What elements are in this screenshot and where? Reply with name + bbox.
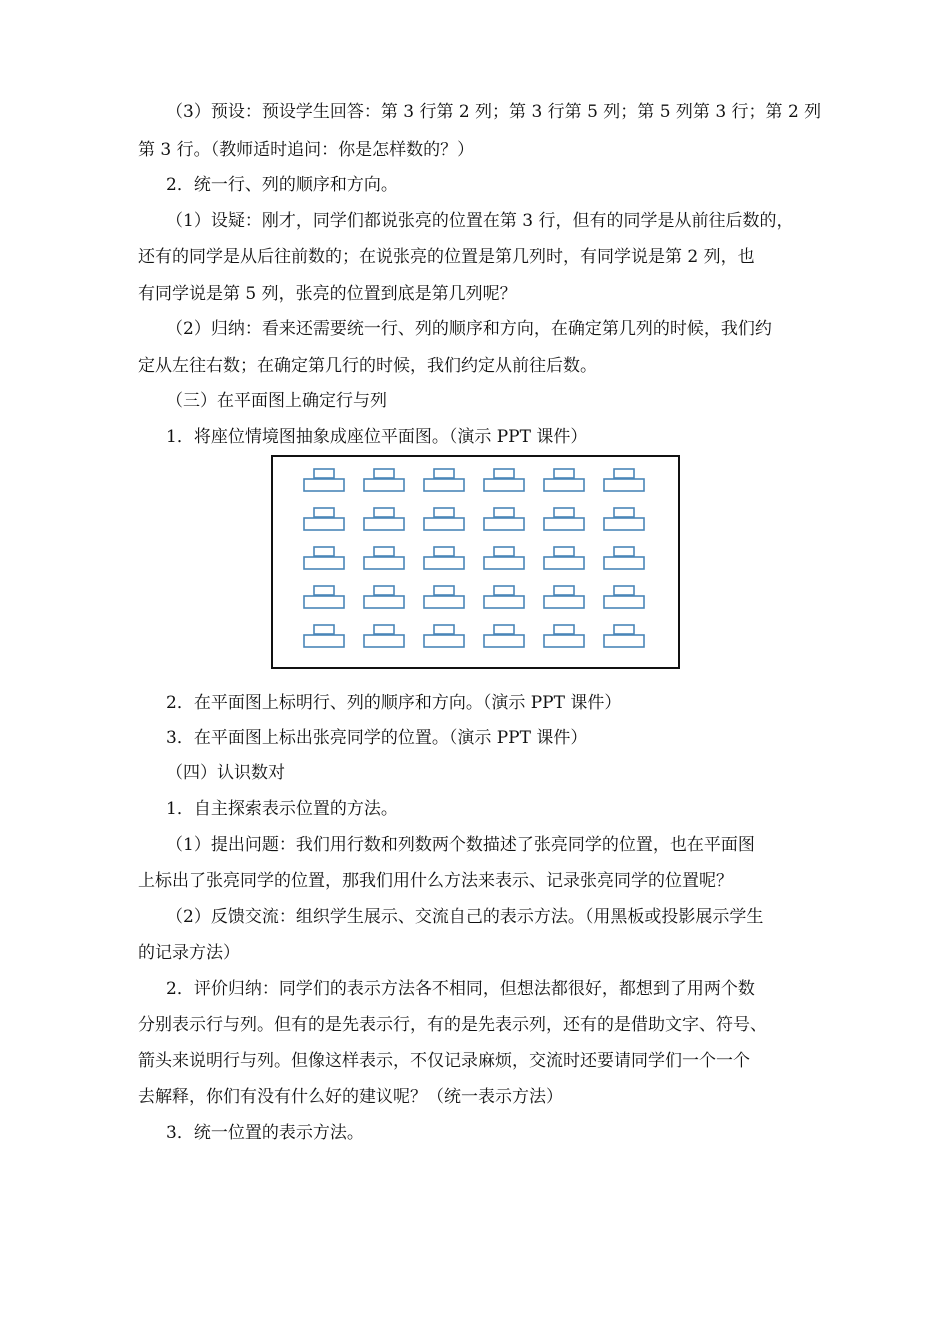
- paragraph-line: （2）归纳：看来还需要统一行、列的顺序和方向，在确定第几列的时候，我们约: [166, 319, 772, 339]
- paragraph-line: 1．自主探索表示位置的方法。: [166, 799, 398, 819]
- seat-icon: [544, 508, 584, 530]
- section-heading: （三）在平面图上确定行与列: [166, 391, 387, 411]
- paragraph-line: 去解释，你们有没有什么好的建议呢？（统一表示方法）: [138, 1087, 563, 1107]
- paragraph-line: 有同学说是第 5 列，张亮的位置到底是第几列呢？: [138, 284, 517, 304]
- seat-icon: [424, 586, 464, 608]
- seat-icon: [304, 586, 344, 608]
- seat-icon: [364, 469, 404, 491]
- seat-icon: [304, 625, 344, 647]
- seat-icon: [304, 469, 344, 491]
- paragraph-line: 2．评价归纳：同学们的表示方法各不相同，但想法都很好，都想到了用两个数: [166, 979, 755, 999]
- section-heading: （四）认识数对: [166, 763, 285, 783]
- paragraph-line: 还有的同学是从后往前数的；在说张亮的位置是第几列时，有同学说是第 2 列，也: [138, 247, 755, 267]
- seat-icon: [484, 508, 524, 530]
- seat-icon: [304, 547, 344, 569]
- seat-icon: [484, 469, 524, 491]
- seat-icon: [364, 586, 404, 608]
- seat-icon: [424, 625, 464, 647]
- paragraph-line: 分别表示行与列。但有的是先表示行，有的是先表示列，还有的是借助文字、符号、: [138, 1015, 767, 1035]
- seat-icon: [544, 625, 584, 647]
- seat-icon: [424, 508, 464, 530]
- paragraph-line: 3．在平面图上标出张亮同学的位置。（演示 PPT 课件）: [166, 728, 588, 748]
- seat-icon: [424, 547, 464, 569]
- seat-icon: [604, 469, 644, 491]
- paragraph-line: 2．统一行、列的顺序和方向。: [166, 175, 398, 195]
- paragraph-line: 第 3 行。（教师适时追问：你是怎样数的？）: [138, 140, 475, 160]
- seat-icon: [304, 508, 344, 530]
- seat-plan-svg: [273, 457, 678, 667]
- seat-icon: [544, 586, 584, 608]
- paragraph-line: （3）预设：预设学生回答：第 3 行第 2 列；第 3 行第 5 列；第 5 列第 3 行；第 2 列: [166, 102, 822, 122]
- seat-icon: [364, 625, 404, 647]
- paragraph-line: 定从左往右数；在确定第几行的时候，我们约定从前往后数。: [138, 356, 597, 376]
- seat-icon: [544, 547, 584, 569]
- seat-icon: [604, 586, 644, 608]
- paragraph-line: （1）提出问题：我们用行数和列数两个数描述了张亮同学的位置，也在平面图: [166, 835, 755, 855]
- paragraph-line: 3．统一位置的表示方法。: [166, 1123, 364, 1143]
- paragraph-line: 上标出了张亮同学的位置，那我们用什么方法来表示、记录张亮同学的位置呢？: [138, 871, 733, 891]
- seat-icon: [544, 469, 584, 491]
- seat-icon: [364, 547, 404, 569]
- paragraph-line: 的记录方法）: [138, 943, 240, 963]
- seat-icon: [484, 547, 524, 569]
- seat-plan-diagram: [271, 455, 680, 669]
- paragraph-line: （2）反馈交流：组织学生展示、交流自己的表示方法。（用黑板或投影展示学生: [166, 907, 764, 927]
- paragraph-line: 1．将座位情境图抽象成座位平面图。（演示 PPT 课件）: [166, 427, 588, 447]
- seat-icon: [484, 586, 524, 608]
- seat-icon: [604, 508, 644, 530]
- seat-icon: [604, 625, 644, 647]
- paragraph-line: 箭头来说明行与列。但像这样表示，不仅记录麻烦，交流时还要请同学们一个一个: [138, 1051, 750, 1071]
- seat-icon: [484, 625, 524, 647]
- seat-icon: [364, 508, 404, 530]
- seat-icon: [424, 469, 464, 491]
- paragraph-line: 2．在平面图上标明行、列的顺序和方向。（演示 PPT 课件）: [166, 693, 622, 713]
- seat-icon: [604, 547, 644, 569]
- paragraph-line: （1）设疑：刚才，同学们都说张亮的位置在第 3 行，但有的同学是从前往后数的，: [166, 211, 794, 231]
